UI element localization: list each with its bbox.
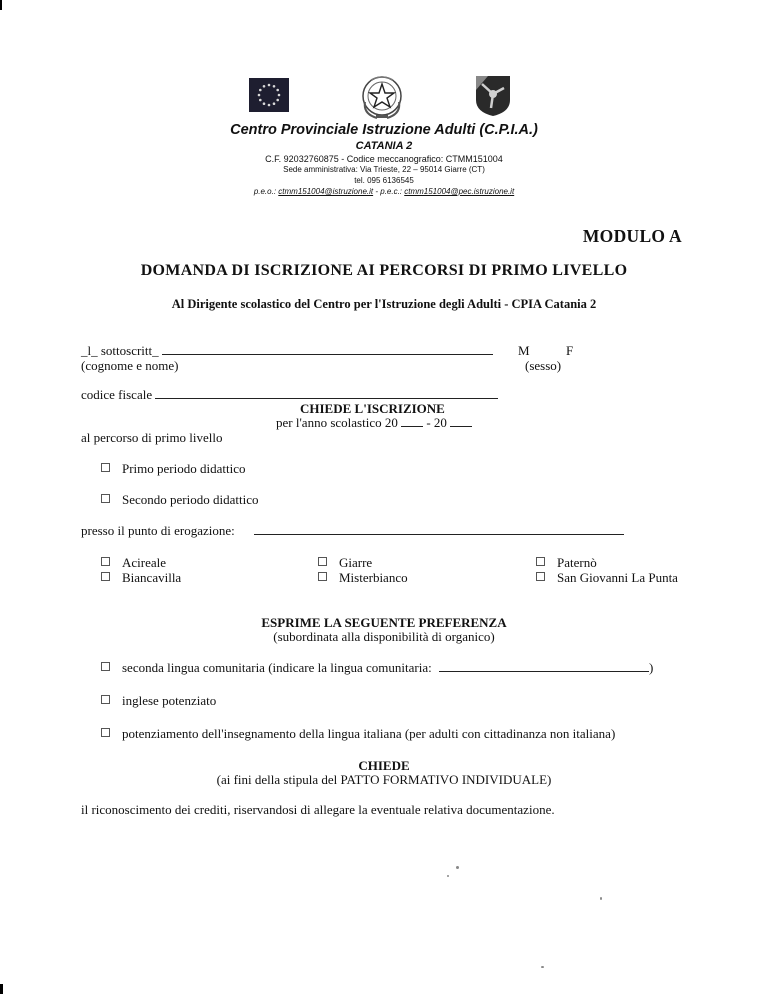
location-option[interactable] (101, 570, 181, 586)
scan-speck (456, 866, 459, 869)
sex-female-option[interactable]: F (566, 343, 574, 358)
location-label: Giarre (339, 555, 373, 570)
chiede-iscrizione-heading: CHIEDE L'ISCRIZIONE (300, 401, 445, 416)
location-option[interactable] (318, 555, 372, 571)
scan-edge-mark (0, 0, 2, 10)
codice-fiscale-label: codice fiscale (81, 387, 153, 402)
seconda-lingua-label: seconda lingua comunitaria (indicare la lingua comunitaria: (122, 660, 432, 675)
preferenza-subtitle: (subordinata alla disponibilità di organico) (273, 629, 495, 644)
secondo-periodo-checkbox[interactable] (101, 494, 110, 503)
institute-emails (0, 187, 768, 198)
cognome-nome-label: (cognome e nome) (81, 358, 179, 373)
period-option-secondo[interactable] (101, 492, 258, 508)
misterbianco-checkbox[interactable] (318, 572, 327, 581)
riconoscimento-text: il riconoscimento dei crediti, riservandosi di allegare la eventuale relativa documentazione. (81, 802, 555, 817)
pec-email-link[interactable]: ctmm151004@pec.istruzione.it (404, 187, 515, 196)
lingua-comunitaria-field[interactable] (439, 660, 649, 672)
giarre-checkbox[interactable] (318, 557, 327, 566)
location-label: San Giovanni La Punta (557, 570, 678, 585)
peo-label: p.e.o.: (253, 187, 279, 196)
sex-male-option[interactable]: M (518, 343, 530, 358)
anno-start-field[interactable] (401, 415, 423, 427)
peo-email-link[interactable]: ctmm151004@istruzione.it (278, 187, 374, 196)
eu-flag-logo (249, 78, 289, 112)
pref-option-italiano[interactable] (101, 726, 615, 742)
biancavilla-checkbox[interactable] (101, 572, 110, 581)
institute-codes: C.F. 92032760875 - Codice meccanografico: CTMM151004 (265, 154, 503, 164)
inglese-potenziato-label: inglese potenziato (122, 693, 217, 708)
modulo-label: MODULO A (582, 226, 682, 246)
institute-phone: tel. 095 6136545 (354, 176, 414, 185)
location-label: Biancavilla (122, 570, 182, 585)
location-option[interactable] (101, 555, 166, 571)
san-giovanni-la-punta-checkbox[interactable] (536, 572, 545, 581)
italiano-checkbox[interactable] (101, 728, 110, 737)
name-field[interactable] (162, 343, 493, 355)
institute-name: Centro Provinciale Istruzione Adulti (C.P.I.A.) (230, 122, 538, 138)
percorso-label: al percorso di primo livello (81, 430, 223, 445)
document-title: DOMANDA DI ISCRIZIONE AI PERCORSI DI PRIMO LIVELLO (140, 262, 628, 279)
institute-subtitle: CATANIA 2 (355, 140, 413, 152)
sottoscritto-row (81, 343, 493, 359)
chiede-heading: CHIEDE (358, 758, 410, 773)
location-option[interactable] (536, 570, 678, 586)
chiede-subtitle: (ai fini della stipula del PATTO FORMATIVO INDIVIDUALE) (216, 772, 552, 787)
preferenza-heading: ESPRIME LA SEGUENTE PREFERENZA (261, 615, 507, 630)
seconda-lingua-close: ) (648, 660, 654, 675)
logos-row (0, 72, 768, 122)
sottoscritto-label: _l_ sottoscritt_ (81, 343, 159, 358)
anno-separator: - 20 (426, 415, 447, 430)
scan-speck (600, 897, 602, 900)
acireale-checkbox[interactable] (101, 557, 110, 566)
anno-prefix: per l'anno scolastico 20 (276, 415, 398, 430)
scan-edge-mark (0, 984, 3, 994)
pref-option-seconda-lingua[interactable] (101, 660, 653, 676)
scan-speck (541, 966, 544, 968)
primo-periodo-label: Primo periodo didattico (122, 461, 246, 476)
recipient-line: Al Dirigente scolastico del Centro per l'Istruzione degli Adulti - CPIA Catania 2 (171, 297, 597, 311)
pref-option-inglese[interactable] (101, 693, 216, 709)
paterno-checkbox[interactable] (536, 557, 545, 566)
institute-address: Sede amministrativa: Via Trieste, 22 – 95014 Giarre (CT) (283, 165, 485, 174)
italian-republic-emblem (357, 72, 407, 122)
erogazione-field[interactable] (254, 523, 624, 535)
location-label: Misterbianco (339, 570, 408, 585)
scan-speck (447, 875, 449, 877)
location-option[interactable] (536, 555, 597, 571)
codice-fiscale-field[interactable] (155, 387, 498, 399)
location-option[interactable] (318, 570, 408, 586)
pec-label: - p.e.c.: (373, 187, 405, 196)
sesso-label: (sesso) (525, 358, 562, 373)
anno-scolastico-row (276, 415, 472, 431)
primo-periodo-checkbox[interactable] (101, 463, 110, 472)
inglese-potenziato-checkbox[interactable] (101, 695, 110, 704)
erogazione-label: presso il punto di erogazione: (81, 523, 235, 538)
anno-end-field[interactable] (450, 415, 472, 427)
seconda-lingua-checkbox[interactable] (101, 662, 110, 671)
period-option-primo[interactable] (101, 461, 245, 477)
secondo-periodo-label: Secondo periodo didattico (122, 492, 259, 507)
location-label: Paternò (557, 555, 597, 570)
sicily-region-emblem (476, 76, 510, 116)
erogazione-row (81, 523, 624, 539)
italiano-label: potenziamento dell'insegnamento della lingua italiana (per adulti con cittadinanza non italiana) (122, 726, 616, 741)
location-label: Acireale (122, 555, 167, 570)
